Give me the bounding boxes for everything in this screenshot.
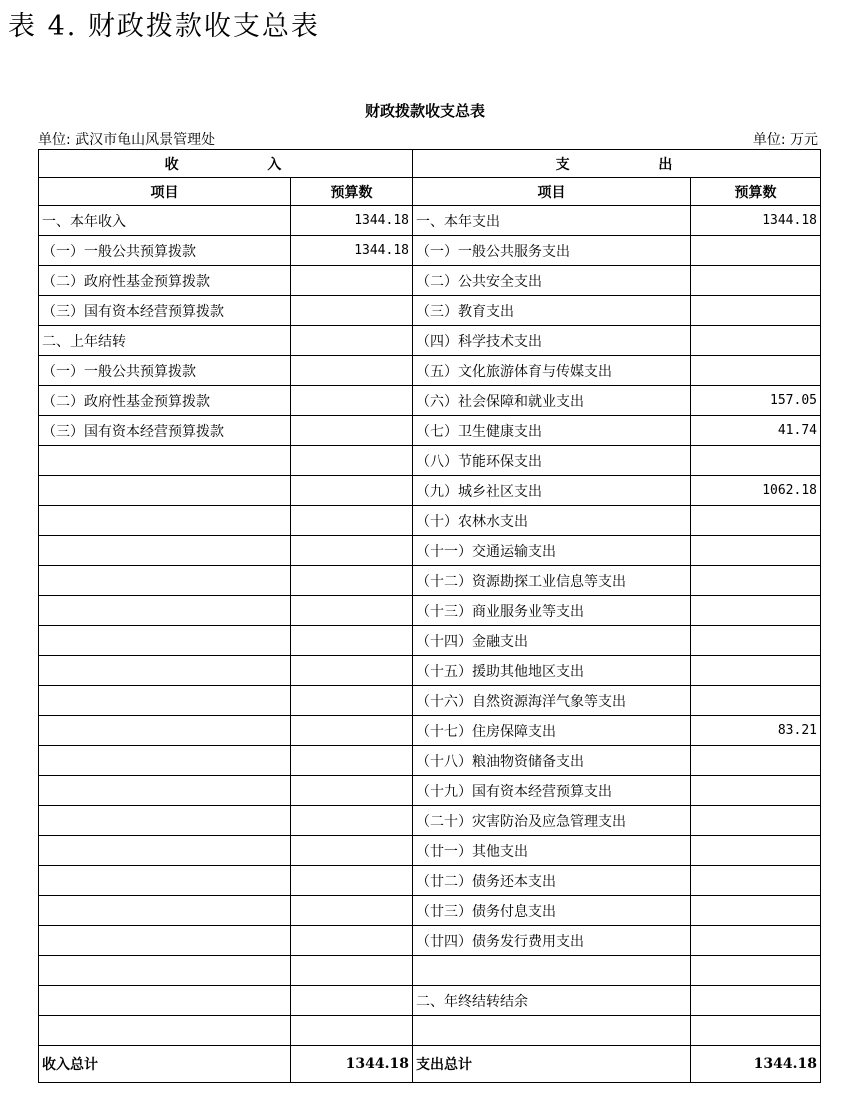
expense-item-label: （二十）灾害防治及应急管理支出 [413, 806, 691, 836]
expense-item-label [413, 1016, 691, 1046]
income-item-value [291, 356, 413, 386]
expense-item-value [691, 626, 821, 656]
income-item-value [291, 776, 413, 806]
table-row [39, 566, 821, 596]
table-row [39, 716, 821, 746]
expense-item-value [691, 356, 821, 386]
expense-item-label: （五）文化旅游体育与传媒支出 [413, 356, 691, 386]
income-item-value [291, 956, 413, 986]
expense-item-label: （九）城乡社区支出 [413, 476, 691, 506]
expense-item-label: （十一）交通运输支出 [413, 536, 691, 566]
table-row [39, 326, 821, 356]
expense-item-value [691, 596, 821, 626]
table-row [39, 266, 821, 296]
income-item-label [39, 866, 291, 896]
expense-item-value [691, 806, 821, 836]
table-row [39, 926, 821, 956]
income-item-label [39, 536, 291, 566]
table-row [39, 686, 821, 716]
expense-total-label: 支出总计 [413, 1046, 691, 1083]
table-row [39, 356, 821, 386]
expense-budget-header: 预算数 [691, 178, 821, 206]
income-item-header: 项目 [39, 178, 291, 206]
expense-item-value [691, 656, 821, 686]
income-item-label [39, 626, 291, 656]
table-row [39, 776, 821, 806]
income-item-value [291, 476, 413, 506]
income-total-value: 1344.18 [291, 1046, 413, 1083]
expense-item-label: （廿一）其他支出 [413, 836, 691, 866]
expense-item-label: （一）一般公共服务支出 [413, 236, 691, 266]
income-item-value: 1344.18 [291, 206, 413, 236]
income-item-label [39, 596, 291, 626]
expense-item-value [691, 866, 821, 896]
expense-item-value [691, 266, 821, 296]
income-item-label [39, 926, 291, 956]
expense-item-label: （八）节能环保支出 [413, 446, 691, 476]
table-row [39, 506, 821, 536]
expense-item-label: （十）农林水支出 [413, 506, 691, 536]
expense-item-value: 1344.18 [691, 206, 821, 236]
expense-item-label: （七）卫生健康支出 [413, 416, 691, 446]
expense-item-label: （十二）资源勘探工业信息等支出 [413, 566, 691, 596]
expense-item-header: 项目 [413, 178, 691, 206]
section-header-row [39, 150, 821, 178]
expense-item-label: （廿二）债务还本支出 [413, 866, 691, 896]
expense-item-value [691, 986, 821, 1016]
income-item-value [291, 866, 413, 896]
table-row [39, 206, 821, 236]
table-row [39, 1016, 821, 1046]
income-item-label [39, 806, 291, 836]
income-item-label: 一、本年收入 [39, 206, 291, 236]
income-item-value [291, 1016, 413, 1046]
expense-item-value [691, 446, 821, 476]
expense-item-value [691, 236, 821, 266]
page-heading: 表 4. 财政拨款收支总表 [8, 11, 320, 42]
expense-item-value [691, 506, 821, 536]
table-row [39, 956, 821, 986]
income-item-value [291, 746, 413, 776]
income-item-value [291, 716, 413, 746]
expense-item-value: 157.05 [691, 386, 821, 416]
table-row [39, 536, 821, 566]
expense-item-label: 一、本年支出 [413, 206, 691, 236]
expense-item-label: （三）教育支出 [413, 296, 691, 326]
income-item-label [39, 446, 291, 476]
expense-item-label [413, 956, 691, 986]
income-item-value [291, 446, 413, 476]
expense-item-value [691, 686, 821, 716]
expense-item-value [691, 776, 821, 806]
income-item-label: （二）政府性基金预算拨款 [39, 386, 291, 416]
income-item-value [291, 596, 413, 626]
expense-item-label: （四）科学技术支出 [413, 326, 691, 356]
table-row [39, 386, 821, 416]
expense-item-label: （六）社会保障和就业支出 [413, 386, 691, 416]
income-item-label [39, 656, 291, 686]
expense-item-value [691, 1016, 821, 1046]
income-item-value [291, 836, 413, 866]
income-item-value [291, 986, 413, 1016]
income-item-label [39, 1016, 291, 1046]
expense-item-label: （二）公共安全支出 [413, 266, 691, 296]
income-item-value [291, 626, 413, 656]
income-item-label [39, 686, 291, 716]
table-row [39, 986, 821, 1016]
expense-item-label: （十七）住房保障支出 [413, 716, 691, 746]
income-item-label [39, 746, 291, 776]
expense-item-value: 83.21 [691, 716, 821, 746]
income-item-value [291, 926, 413, 956]
table-row [39, 596, 821, 626]
unit-organization: 单位: 武汉市龟山风景管理处 [38, 132, 216, 148]
expense-item-value [691, 296, 821, 326]
income-item-value [291, 536, 413, 566]
table-row [39, 446, 821, 476]
income-budget-header: 预算数 [291, 178, 413, 206]
income-item-label: （一）一般公共预算拨款 [39, 236, 291, 266]
expense-item-value [691, 836, 821, 866]
expense-item-value [691, 926, 821, 956]
income-item-label [39, 836, 291, 866]
income-item-value [291, 686, 413, 716]
expense-item-value: 41.74 [691, 416, 821, 446]
expense-item-value [691, 896, 821, 926]
income-item-value [291, 296, 413, 326]
unit-row [38, 129, 818, 149]
table-title: 财政拨款收支总表 [364, 102, 485, 120]
expense-item-label: （十八）粮油物资储备支出 [413, 746, 691, 776]
income-item-value [291, 506, 413, 536]
column-header-row [39, 178, 821, 206]
income-item-label [39, 896, 291, 926]
expense-section-header: 支 出 [413, 150, 821, 178]
table-row [39, 626, 821, 656]
income-item-label: （一）一般公共预算拨款 [39, 356, 291, 386]
income-item-value [291, 416, 413, 446]
expense-item-label: （廿四）债务发行费用支出 [413, 926, 691, 956]
income-item-value [291, 566, 413, 596]
income-item-label [39, 776, 291, 806]
total-row [39, 1046, 821, 1083]
income-item-label: （三）国有资本经营预算拨款 [39, 416, 291, 446]
income-item-value [291, 896, 413, 926]
expense-item-label: （十三）商业服务业等支出 [413, 596, 691, 626]
table-row [39, 236, 821, 266]
expense-item-value [691, 326, 821, 356]
table-row [39, 896, 821, 926]
expense-total-value: 1344.18 [691, 1046, 821, 1083]
income-item-value [291, 266, 413, 296]
table-row [39, 866, 821, 896]
budget-table-body [39, 150, 821, 1083]
expense-item-value [691, 566, 821, 596]
income-item-label [39, 986, 291, 1016]
table-row [39, 806, 821, 836]
expense-item-label: （十九）国有资本经营预算支出 [413, 776, 691, 806]
expense-item-value: 1062.18 [691, 476, 821, 506]
income-item-label [39, 566, 291, 596]
income-item-label [39, 506, 291, 536]
expense-item-label: （十五）援助其他地区支出 [413, 656, 691, 686]
expense-item-value [691, 746, 821, 776]
income-item-label: （三）国有资本经营预算拨款 [39, 296, 291, 326]
income-item-label [39, 956, 291, 986]
budget-table [38, 149, 821, 1083]
expense-item-value [691, 536, 821, 566]
unit-currency: 单位: 万元 [752, 132, 818, 148]
expense-item-label: 二、年终结转结余 [413, 986, 691, 1016]
income-item-value [291, 806, 413, 836]
income-item-label [39, 716, 291, 746]
income-section-header: 收 入 [39, 150, 413, 178]
income-item-value [291, 656, 413, 686]
table-row [39, 416, 821, 446]
table-row [39, 476, 821, 506]
table-row [39, 836, 821, 866]
income-item-label: （二）政府性基金预算拨款 [39, 266, 291, 296]
table-row [39, 656, 821, 686]
table-row [39, 296, 821, 326]
table-row [39, 746, 821, 776]
income-item-label [39, 476, 291, 506]
expense-item-label: （十四）金融支出 [413, 626, 691, 656]
expense-item-label: （十六）自然资源海洋气象等支出 [413, 686, 691, 716]
income-item-value: 1344.18 [291, 236, 413, 266]
income-item-label: 二、上年结转 [39, 326, 291, 356]
expense-item-value [691, 956, 821, 986]
expense-item-label: （廿三）债务付息支出 [413, 896, 691, 926]
income-total-label: 收入总计 [39, 1046, 291, 1083]
income-item-value [291, 326, 413, 356]
income-item-value [291, 386, 413, 416]
